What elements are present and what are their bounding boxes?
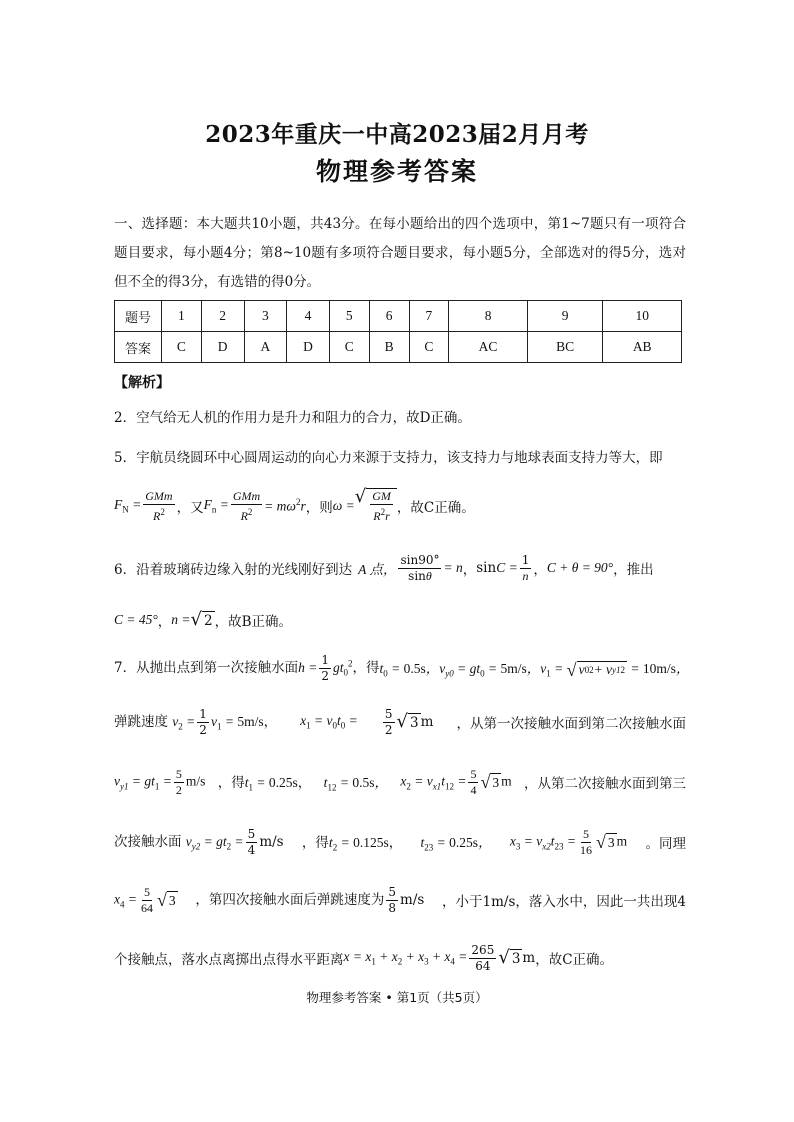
question-number: 2: [201, 301, 244, 332]
answer-cell: AC: [449, 332, 528, 363]
formula: $F_n$ =: [203, 497, 229, 515]
formula: ，得$t_2 = 0.125s$，: [301, 835, 403, 853]
answer-cell: B: [369, 332, 409, 363]
question-number: 6: [369, 301, 409, 332]
fraction: $\frac{\sin 90^\circ}{\sin\theta}$: [400, 552, 440, 583]
connector-text: ，则: [305, 500, 333, 516]
answer-cell: BC: [527, 332, 603, 363]
page-title: 2023年重庆一中高2023届2月月考: [205, 121, 589, 148]
formula: $v_{y0} = gt_0 = 5m/s$，: [439, 661, 541, 679]
fraction: $\frac{\text{GMm}}{R^2}$: [232, 488, 261, 523]
q7-l2-end-text: ，从第一次接触水面到第二次接触水面: [456, 716, 686, 732]
formula: $x_1 = v_0t_0$ =: [300, 713, 358, 731]
q7-l4-end-text: 。同理: [645, 836, 686, 852]
formula: $t_{12} = 0.5s$，: [323, 775, 388, 793]
formula: ω =: [332, 498, 355, 513]
formula: $v_{y1} = gt_1$ = $\frac{5}{2}$ m/s: [114, 766, 206, 797]
sqrt: √ $\frac{GM}{R^2r}$: [355, 488, 397, 524]
formula: $F_N$ =: [114, 497, 142, 515]
row-label: 答案: [115, 332, 162, 363]
analysis-q5-text: 5．宇航员绕圆环中心圆周运动的向心力来源于支持力，该支持力与地球表面支持力等大，即: [114, 450, 663, 466]
answer-cell: C: [329, 332, 369, 363]
question-number: 3: [244, 301, 287, 332]
formula: n =: [171, 612, 191, 627]
conclusion-text: ，故C正确。: [396, 500, 475, 516]
analysis-q7-line4: [114, 820, 686, 864]
q7-lead-text: 7．从抛出点到第一次接触水面h = $\frac{1}{2}$ $gt_0^2$，得: [114, 652, 380, 683]
formula: $\frac{265}{64}$ √ 3 m: [471, 942, 536, 973]
table-row-answers: [115, 332, 682, 363]
page-subtitle: 物理参考答案: [315, 157, 478, 186]
row-label: 题号: [115, 301, 162, 332]
point-label: A 点，: [358, 562, 397, 577]
question-number: 10: [603, 301, 682, 332]
question-number: 9: [527, 301, 603, 332]
formula: $x_2 = v_{x1}t_{12}$ = $\frac{5}{4}$ √ 3 m: [400, 766, 512, 797]
formula: 弹跳速度 $v_2$ = $\frac{1}{2}$ $v_1 = 5m/s$，: [114, 706, 278, 737]
q6-lead-text: 6．沿着玻璃砖边缘入射的光线刚好到达: [114, 562, 353, 578]
fraction: $\frac{\text{GMm}}{R^2}$: [145, 488, 173, 523]
formula: C = 45°: [114, 612, 158, 627]
answer-cell: D: [287, 332, 330, 363]
analysis-q7-line2: [114, 700, 686, 744]
analysis-q7-line1: [114, 646, 690, 690]
fraction: $\frac{1}{n}$: [521, 552, 530, 583]
answer-table: [114, 300, 682, 363]
analysis-q6-line1: 6．沿着玻璃砖边缘入射的光线刚好到达 A 点， $\frac{\sin 90^\circ}{\sin\theta}$ = n ， sin C = $\frac{1}{n}$ ， C + θ = 90° ，推出: [114, 552, 654, 583]
q7-l3-end-text: ，从第二次接触水面到第三: [523, 776, 686, 792]
question-number: 1: [162, 301, 202, 332]
formula: $t_0 = 0.5s$，: [379, 661, 440, 679]
formula: $\frac{5}{2}$ √ 3 m: [384, 706, 434, 737]
question-number: 7: [409, 301, 449, 332]
section-intro: 一、选择题：本大题共10小题，共43分。在每小题给出的四个选项中，第1~7题只有一项符合题目要求，每小题4分；第8~10题有多项符合题目要求，每小题5分，全部选对的得5分，选对但不全的得3分，有选错的得0分。: [114, 216, 686, 290]
question-number: 8: [449, 301, 528, 332]
formula: sin: [476, 560, 497, 576]
formula: = n: [443, 560, 463, 575]
formula: ，得$t_1 = 0.25s$，: [217, 775, 312, 793]
analysis-q7-line5: [114, 878, 686, 922]
answer-cell: A: [244, 332, 287, 363]
answer-cell: D: [201, 332, 244, 363]
q7-l5-end-text: ，小于1m/s，落入水中，因此一共出现4: [442, 894, 686, 910]
sqrt: √ 2: [190, 609, 213, 630]
q7-l6-end-text: ，故C正确。: [535, 952, 614, 968]
formula: ，第四次接触水面后弹跳速度为 $\frac{5}{8}$ m/s: [195, 884, 425, 915]
formula: = $m\omega^2r$: [264, 497, 306, 514]
page-footer: 物理参考答案 • 第1页（共5页）: [306, 990, 488, 1005]
formula: $x = x_1 + x_2 + x_3 + x_4$ =: [343, 949, 468, 967]
answer-cell: C: [409, 332, 449, 363]
analysis-q2: 2．空气给无人机的作用力是升力和阻力的合力，故D正确。: [114, 410, 471, 426]
question-number: 4: [287, 301, 330, 332]
analysis-q7-line6: [114, 936, 686, 980]
formula: C + θ = 90°: [546, 560, 614, 575]
formula: $x_3 = v_{x2}t_{23}$ = $\frac{5}{16}$ √ 3 m: [509, 826, 628, 857]
connector-text: ，又: [176, 500, 204, 516]
question-number: 5: [329, 301, 369, 332]
answer-cell: C: [162, 332, 202, 363]
formula: $v_1$ = √ v 0 2 + v y1 2 = 10m/s，: [540, 659, 690, 680]
analysis-heading: 【解析】: [114, 375, 170, 391]
analysis-q7-line3: [114, 760, 686, 804]
table-row-numbers: [115, 301, 682, 332]
analysis-q6-line2: C = 45° ， n = √ 2 ，故B正确。: [114, 609, 293, 630]
q6-end-text: ，故B正确。: [214, 614, 293, 630]
answer-cell: AB: [603, 332, 682, 363]
analysis-q5-formula: [114, 484, 686, 528]
formula: 次接触水面 $v_{y2} = gt_2$ = $\frac{5}{4}$ m/s: [114, 826, 284, 857]
formula: $x_4$ = $\frac{5}{64}$ √ 3: [114, 884, 176, 915]
q7-l6-lead-text: 个接触点，落水点离掷出点得水平距离: [114, 952, 344, 968]
formula: $t_{23} = 0.25s$，: [420, 835, 492, 853]
